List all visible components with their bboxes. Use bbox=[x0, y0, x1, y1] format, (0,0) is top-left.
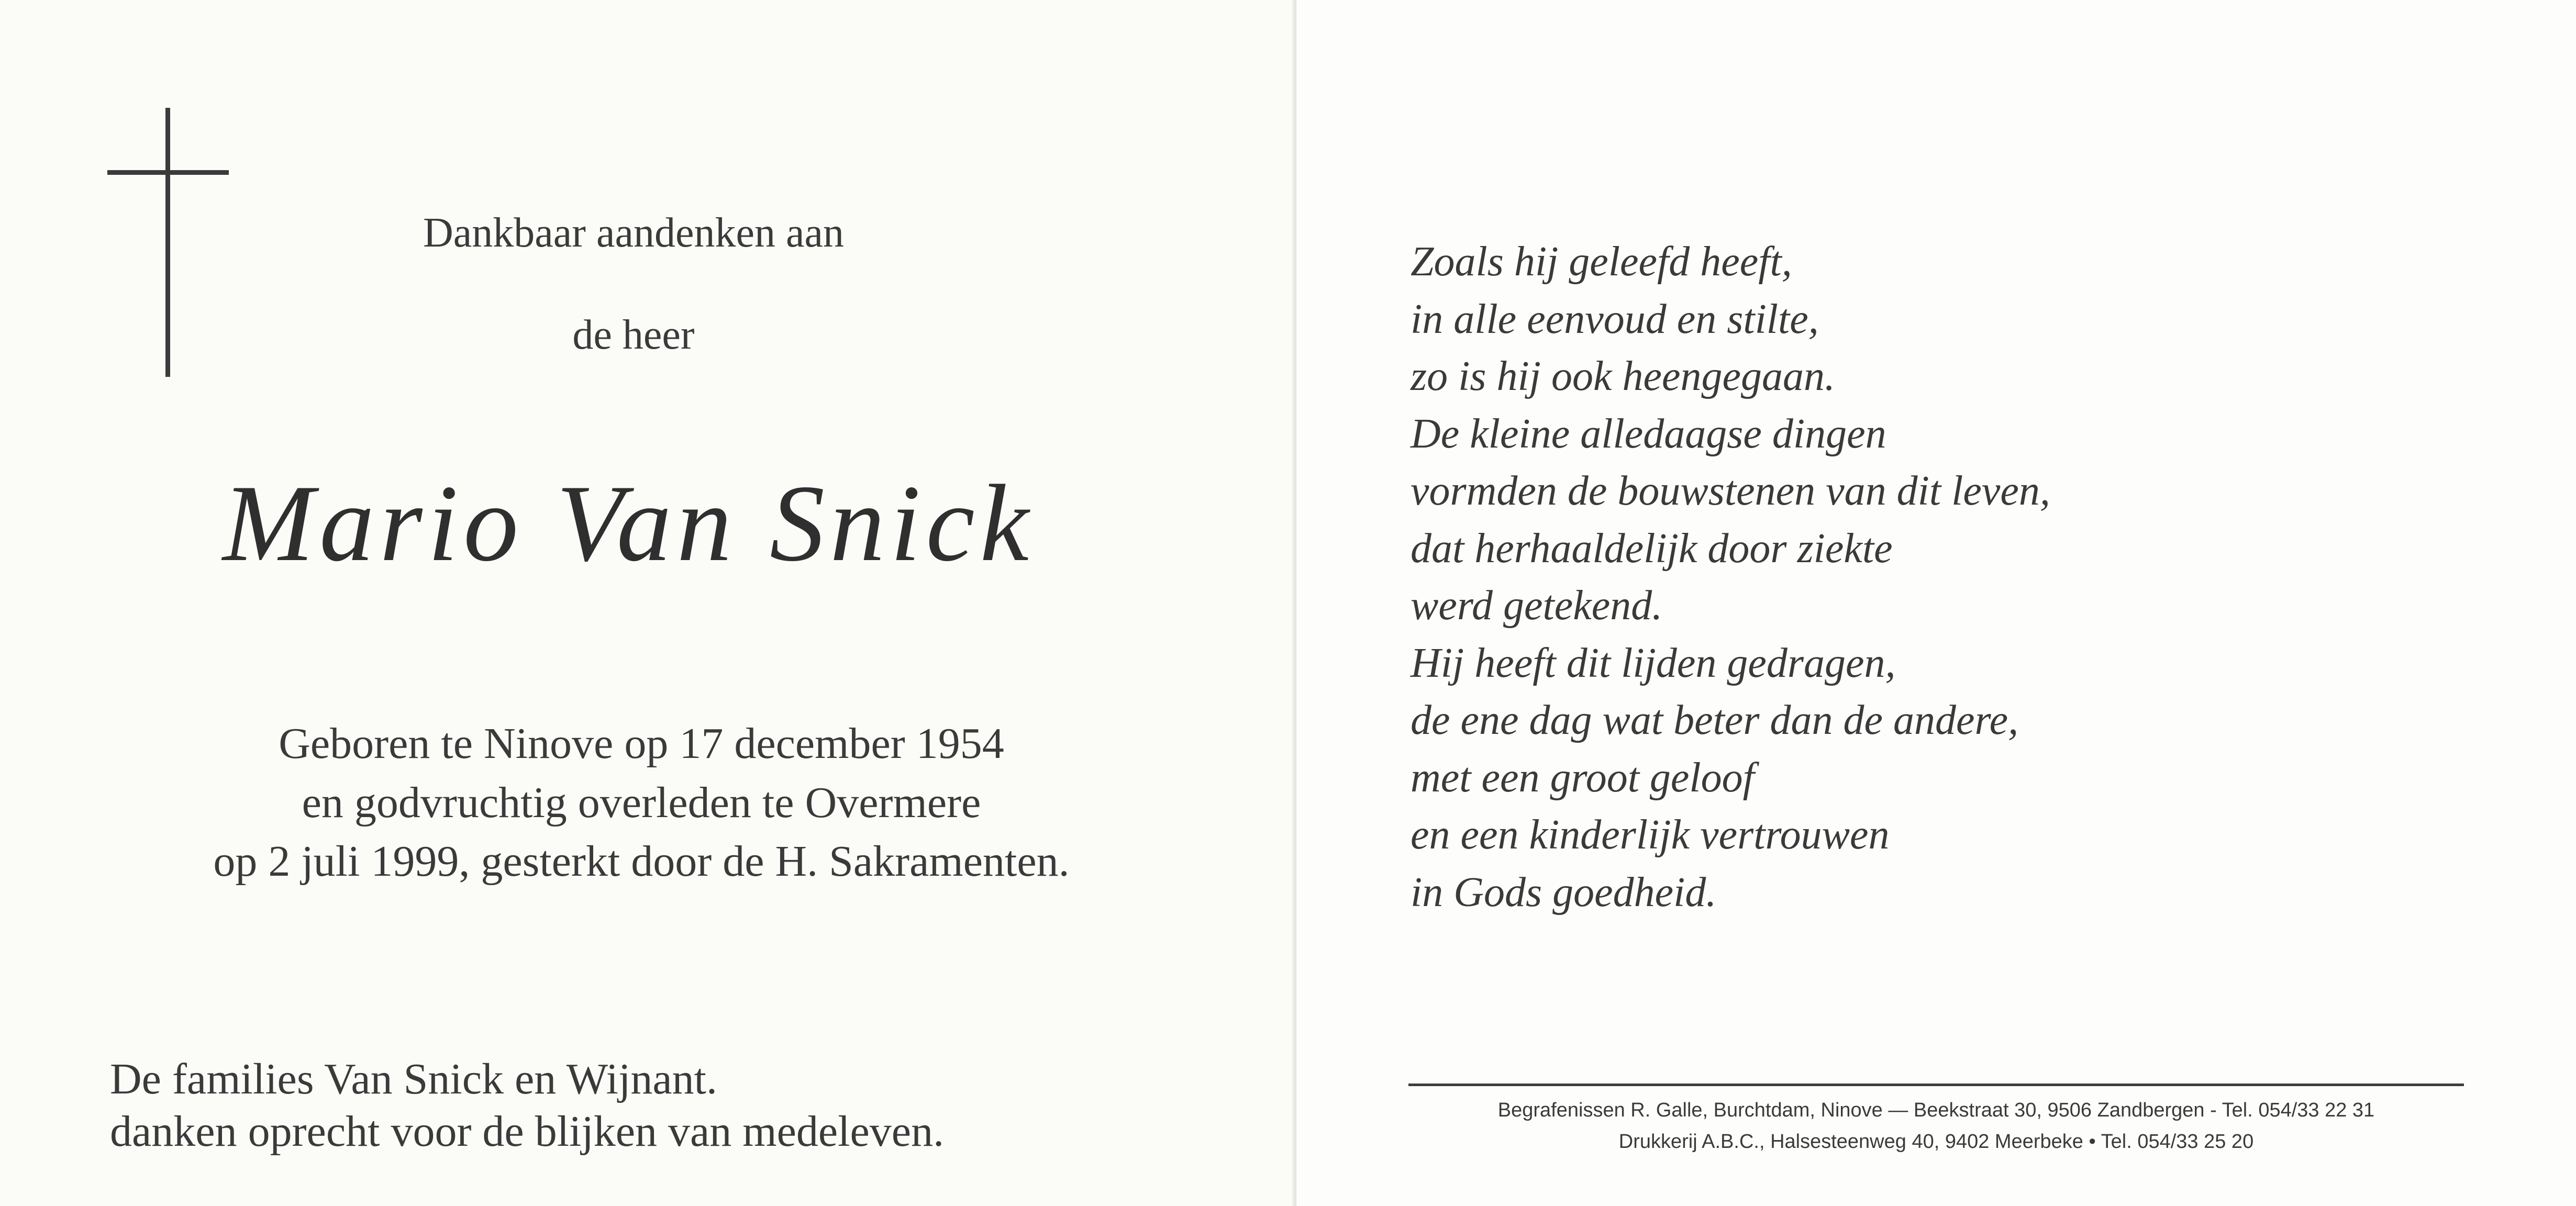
poem-line: in Gods goedheid. bbox=[1411, 869, 1717, 915]
poem bbox=[1411, 233, 2405, 921]
family-line-2: danken oprecht voor de blijken van medeleven. bbox=[110, 1107, 945, 1156]
poem-line: De kleine alledaagse dingen bbox=[1411, 410, 1886, 457]
title-text: de heer bbox=[572, 312, 695, 358]
poem-line: werd getekend. bbox=[1411, 583, 1663, 629]
printer-line-1: Begrafenissen R. Galle, Burchtdam, Ninove — Beekstraat 30, 9506 Zandbergen - Tel. 054/33 22 31 bbox=[1497, 1099, 2375, 1121]
poem-line: de ene dag wat beter dan de andere, bbox=[1411, 697, 2019, 743]
poem-line: met een groot geloof bbox=[1411, 754, 1755, 801]
poem-line: en een kinderlijk vertrouwen bbox=[1411, 812, 1890, 858]
cross-icon bbox=[165, 108, 170, 377]
poem-line: Zoals hij geleefd heeft, bbox=[1411, 239, 1792, 285]
intro-text: Dankbaar aandenken aan bbox=[423, 210, 844, 256]
footer-divider bbox=[1408, 1084, 2464, 1086]
poem-line: zo is hij ook heengegaan. bbox=[1411, 353, 1835, 399]
family-line-1: De families Van Snick en Wijnant. bbox=[110, 1055, 717, 1103]
deceased-name: Mario Van Snick bbox=[223, 463, 1034, 584]
printer-line-2: Drukkerij A.B.C., Halsesteenweg 40, 9402 Meerbeke • Tel. 054/33 25 20 bbox=[1618, 1131, 2254, 1153]
born-line-2: en godvruchtig overleden te Overmere bbox=[302, 778, 981, 827]
born-line-1: Geboren te Ninove op 17 december 1954 bbox=[279, 719, 1004, 768]
poem-line: vormden de bouwstenen van dit leven, bbox=[1411, 468, 2050, 514]
poem-line: dat herhaaldelijk door ziekte bbox=[1411, 525, 1893, 572]
born-line-3: op 2 juli 1999, gesterkt door de H. Sakramenten. bbox=[213, 837, 1070, 886]
poem-line: Hij heeft dit lijden gedragen, bbox=[1411, 640, 1896, 686]
cross-icon-bar bbox=[107, 170, 229, 175]
poem-line: in alle eenvoud en stilte, bbox=[1411, 296, 1819, 342]
